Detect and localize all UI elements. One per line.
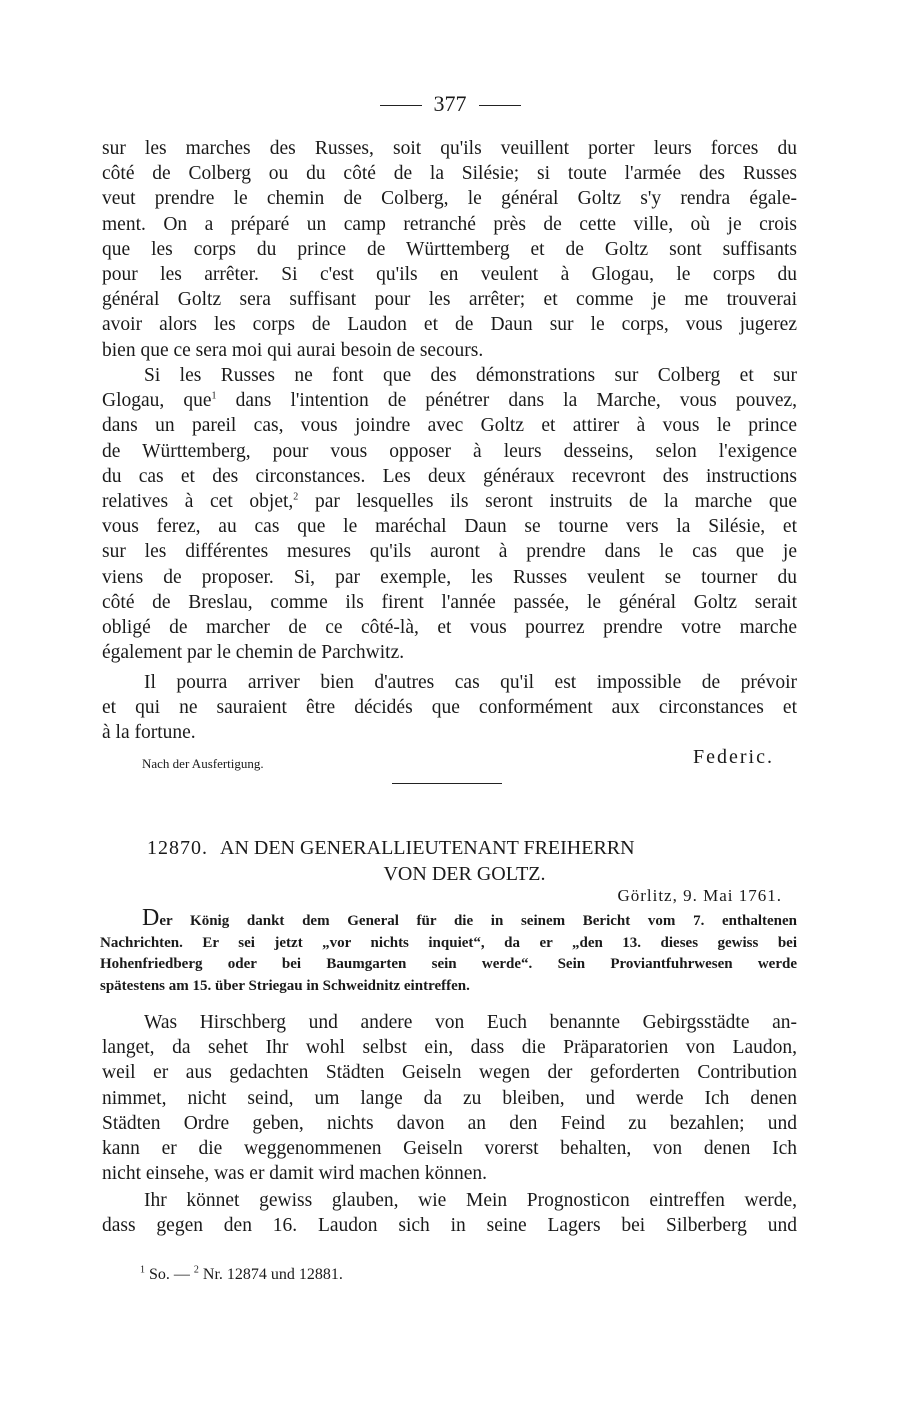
signoff [142,746,774,774]
text-line: général Goltz sera suffisant pour les arrêter; et comme je me trouverai [102,289,797,311]
letter-paragraph-2 [102,1188,797,1238]
text-line [102,489,797,514]
text-line: côté de Breslau, comme ils firent l'année passée, le général Goltz serait [102,591,797,613]
paragraph-3 [102,670,797,746]
footnote-mark-1: 1 [140,1264,145,1276]
page-number-dash-right [479,105,521,106]
text-line: nicht einsehe, was er damit wird machen können. [102,1163,488,1185]
letter-number: 12870. [147,837,208,859]
heading-line [102,835,797,861]
text-line: Si les Russes ne font que des démonstrations sur Colberg et sur [144,365,797,386]
footnote-ref-1: 1 [211,390,217,402]
drop-cap: D [142,905,160,931]
text-line: sur les différentes mesures qu'ils auront à prendre dans le cas que je [102,541,797,563]
text-line: que les corps du prince de Württemberg et de Goltz sont suffisants [102,238,797,260]
text-line: à la fortune. [102,722,196,744]
text-segment: relatives à cet objet, [102,490,294,512]
letter-paragraph-1 [102,1010,797,1186]
text-line: du cas et des circonstances. Les deux généraux recevront des instructions [102,465,797,487]
text-line: dans un pareil cas, vous joindre avec Goltz et attirer à vous le prince [102,415,797,437]
text-segment: er König dankt dem General für die in seinem Bericht vom 7. enthaltenen [159,913,797,929]
text-line: dass gegen den 16. Laudon sich in seine Lagers bei Silberberg und [102,1215,797,1237]
text-line: ment. On a préparé un camp retranché près de cette ville, où je crois [102,213,797,235]
text-line: de Württemberg, pour vous opposer à leurs desseins, selon l'exigence [102,440,797,462]
dateline: Görlitz, 9. Mai 1761. [617,886,782,905]
footnote-text: So. — [145,1266,194,1283]
text-line: weil er aus gedachten Städten Geiseln wegen der geforderten Contribution [102,1062,797,1084]
text-segment: Glogau, que [102,390,212,412]
section-divider [392,783,502,784]
text-line: également par le chemin de Parchwitz. [102,642,405,664]
text-line [100,905,797,933]
text-line: vous ferez, au cas que le maréchal Daun se tourne vers la Silésie, et [102,516,797,538]
text-line: sur les marches des Russes, soit qu'ils veuillent porter leurs forces du [102,138,797,159]
footnote-ref-2: 2 [293,491,299,503]
text-line: et qui ne sauraient être décidés que conformément aux circonstances et [102,697,797,719]
page-number-text: 377 [433,91,467,116]
text-line: Was Hirschberg und andere von Euch benannte Gebirgsstädte an- [144,1012,797,1033]
footnote-text: Nr. 12874 und 12881. [198,1266,343,1283]
text-line: kann er die weggenommenen Geiseln vorerst behalten, von denen Ich [102,1137,797,1159]
text-line: côté de Colberg ou du côté de la Silésie; si toute l'armée des Russes [102,163,797,185]
text-line: nimmet, nicht seind, um lange da zu bleiben, und werde Ich denen [102,1087,797,1109]
text-line: Il pourra arriver bien d'autres cas qu'il est impossible de prévoir [144,672,797,693]
paragraph-1 [102,136,797,363]
text-line: viens de proposer. Si, par exemple, les Russes veulent se tourner du [102,566,797,588]
letter-heading [102,835,797,887]
footnotes [140,1266,343,1284]
heading-text: AN DEN GENERALLIEUTENANT FREIHERRN [220,837,635,859]
text-line: spätestens am 15. über Striegau in Schweidnitz eintreffen. [100,977,470,994]
page-number [0,90,900,118]
text-segment: par lesquelles ils seront instruits de la marche que [298,490,797,512]
text-line: langet, da sehet Ihr wohl selbst ein, dass die Präparatorien von Laudon, [102,1037,797,1059]
text-line: Ihr könnet gewiss glauben, wie Mein Prognosticon eintreffen werde, [144,1190,797,1211]
source-note: Nach der Ausfertigung. [142,756,264,771]
text-line: Hohenfriedberg oder bei Baumgarten sein werde“. Sein Proviantfuhrwesen werde [100,956,797,973]
text-line: obligé de marcher de ce côté-là, et vous pourrez prendre votre marche [102,616,797,638]
text-line: pour les arrêter. Si c'est qu'ils en veulent à Glogau, le corps du [102,263,797,285]
text-line: avoir alors les corps de Laudon et de Daun sur le corps, vous jugerez [102,314,797,336]
text-line: Nachrichten. Er sei jetzt „vor nichts inquiet“, da er „den 13. dieses gewiss bei [100,934,797,951]
text-line: veut prendre le chemin de Colberg, le général Goltz s'y rendra égale- [102,188,797,210]
text-line: Städten Ordre geben, nichts davon an den Feind zu bezahlen; und [102,1112,797,1134]
signature: Federic. [693,746,774,768]
heading-line: VON DER GOLTZ. [383,863,546,885]
text-line [102,388,797,413]
paragraph-2 [102,363,797,665]
letter-summary [100,905,797,997]
footnote-mark-2: 2 [193,1264,199,1276]
page-number-dash-left [380,105,422,106]
text-segment: dans l'intention de pénétrer dans la Marche, vous pouvez, [216,390,797,412]
text-line: bien que ce sera moi qui aurai besoin de secours. [102,339,484,361]
